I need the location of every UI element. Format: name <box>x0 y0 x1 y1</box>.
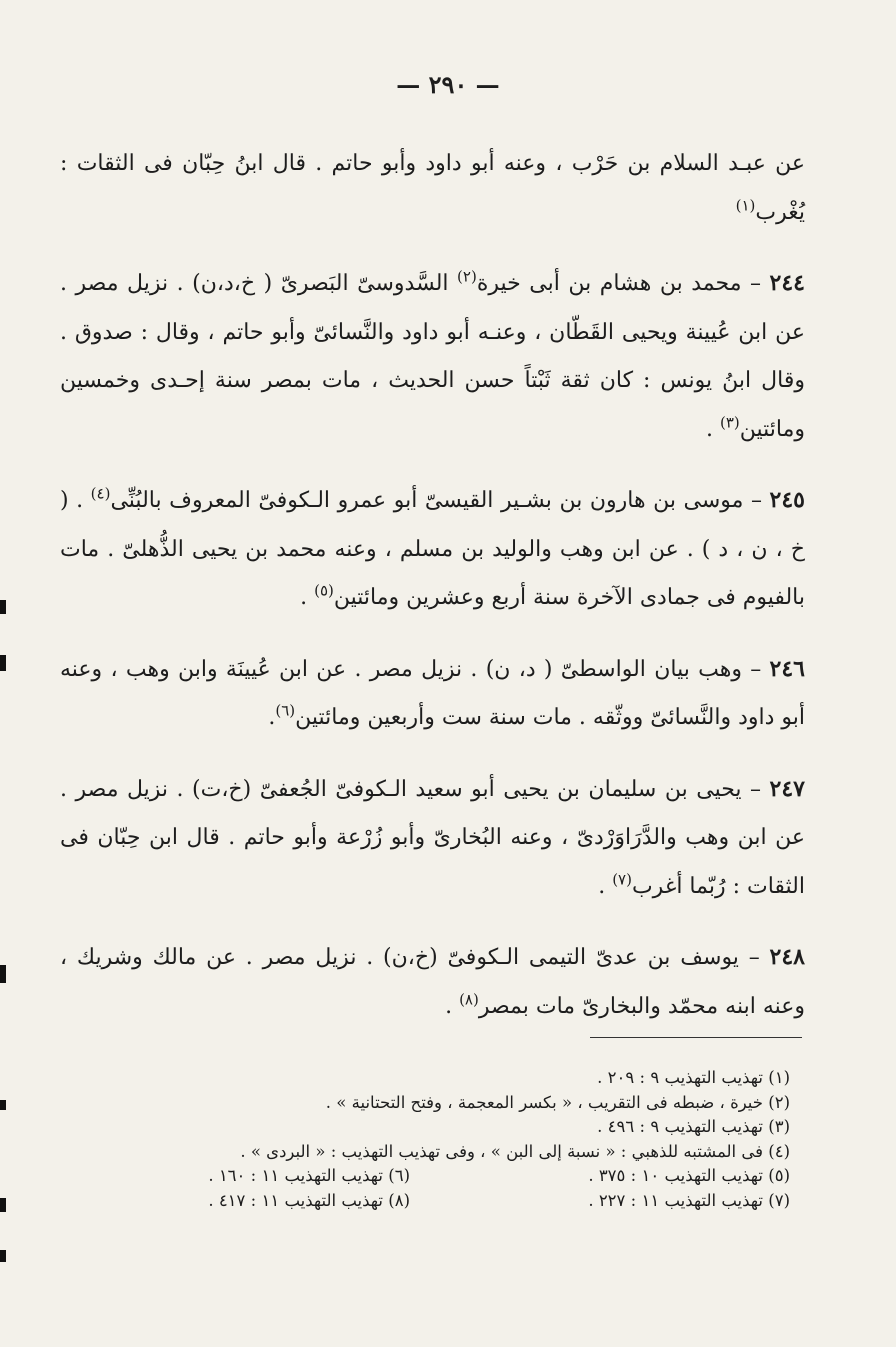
entry-text: . ( خ ، ن ، د ) . عن ابن وهب والوليد بن مسلم ، وعنه محمد بن يحيى الذُّهلىّ . مات بالفيوم فى جمادى الآخرة سنة أربع وعشرين ومائتين <box>60 488 805 610</box>
footnotes <box>95 1066 790 1213</box>
entry-end: . <box>598 873 613 899</box>
scan-edge-mark <box>0 1198 6 1212</box>
footnote-8: (٨) تهذيب التهذيب ١١ : ٤١٧ . <box>208 1190 410 1210</box>
entry-244 <box>60 259 805 454</box>
footnote-ref: (٨) <box>459 990 479 1009</box>
entry-246 <box>60 645 805 743</box>
footnote-ref: (٣) <box>719 413 740 432</box>
entry-end: . <box>705 416 720 442</box>
footnote-divider <box>590 1037 802 1038</box>
footnote-ref: (٢) <box>457 267 477 286</box>
body-text <box>60 140 805 1053</box>
entry-247 <box>60 765 805 912</box>
footnote-6: (٦) تهذيب التهذيب ١١ : ١٦٠ . <box>208 1166 410 1185</box>
footnote-ref: (٤) <box>90 484 111 503</box>
scan-edge-mark <box>0 600 6 614</box>
entry-text: – يوسف بن عدىّ التيمى الـكوفىّ (خ،ن) . نزيل مصر . عن مالك وشريك ، وعنه ابنه محمّد والبخارىّ مات بمصر <box>60 945 805 1019</box>
entry-text: السَّدوسىّ البَصرىّ ( خ،د،ن) . نزيل مصر . عن ابن عُيينة ويحيى القَطّان ، وعنـه أبو داود والنَّسائىّ وأبو حاتم ، وقال : صدوق . وقال ابنُ يونس : كان ثقة ثَبْتاً حسن الحديث ، مات بمصر سنة إحـدى وخمسين ومائتين <box>60 271 805 442</box>
entry-number: ٢٤٥ <box>769 487 805 513</box>
footnote-ref: (٥) <box>314 581 334 600</box>
entry-text-line: عن عبـد السلام بن حَرْب ، وعنه أبو داود وأبو حاتم . قال ابنُ حِبّان فى الثقات : <box>60 151 805 176</box>
footnote-1: (١) تهذيب التهذيب ٩ : ٢٠٩ . <box>597 1068 790 1087</box>
entry-number: ٢٤٤ <box>769 270 805 296</box>
entry-text: – موسى بن هارون بن بشـير القيسىّ أبو عمرو الـكوفىّ المعروف بالبُنِّى <box>110 488 770 513</box>
footnote-ref: (١) <box>735 196 756 215</box>
entry-number: ٢٤٦ <box>769 655 805 682</box>
footnote-5: (٥) تهذيب التهذيب ١٠ : ٣٧٥ . <box>588 1166 790 1185</box>
footnote-ref: (٦) <box>275 701 296 720</box>
entry-continuation <box>60 140 805 237</box>
footnote-row <box>95 1164 790 1189</box>
footnote-7: (٧) تهذيب التهذيب ١١ : ٢٢٧ . <box>588 1190 790 1210</box>
page-number: — ٢٩٠ — <box>396 70 500 99</box>
scan-edge-mark <box>0 965 6 983</box>
entry-text: – وهب بيان الواسطىّ ( د، ن) . نزيل مصر . عن ابن عُيينَة وابن وهب ، وعنه أبو داود والنَّسائىّ ووثّقه . مات سنة ست وأربعين ومائتين <box>60 656 805 730</box>
footnote-row <box>95 1189 790 1214</box>
scan-edge-mark <box>0 1250 6 1262</box>
footnote-3: (٣) تهذيب التهذيب ٩ : ٤٩٦ . <box>597 1117 790 1136</box>
entry-end: . <box>268 705 276 730</box>
footnote-ref: (٧) <box>612 870 632 889</box>
entry-245 <box>60 476 805 623</box>
entry-number: ٢٤٨ <box>769 944 805 970</box>
entry-248 <box>60 933 805 1031</box>
footnote-2: (٢) خيرة ، ضبطه فى التقريب ، « بكسر المعجمة ، وفتح التحتانية » . <box>325 1092 790 1112</box>
entry-text-line: يُغْرب <box>755 199 805 225</box>
entry-end: . <box>300 585 315 610</box>
entry-end: . <box>445 993 460 1019</box>
entry-text: – محمد بن هشام بن أبى خيرة <box>476 271 770 296</box>
footnote-4: (٤) فى المشتبه للذهبي : « نسبة إلى البن » ، وفى تهذيب التهذيب : « البردى » . <box>240 1141 790 1161</box>
entry-number: ٢٤٧ <box>769 775 805 802</box>
scan-edge-mark <box>0 655 6 671</box>
entry-text: – يحيى بن سليمان بن يحيى أبو سعيد الـكوفىّ الجُعفىّ (خ،ت) . نزيل مصر . عن ابن وهب والدَّرَاوَرْدىّ ، وعنه البُخارىّ وأبو زُرْعة وأبو حاتم . قال ابن حِبّان فى الثقات : رُبّما أغرب <box>60 776 805 899</box>
scan-edge-mark <box>0 1100 6 1110</box>
